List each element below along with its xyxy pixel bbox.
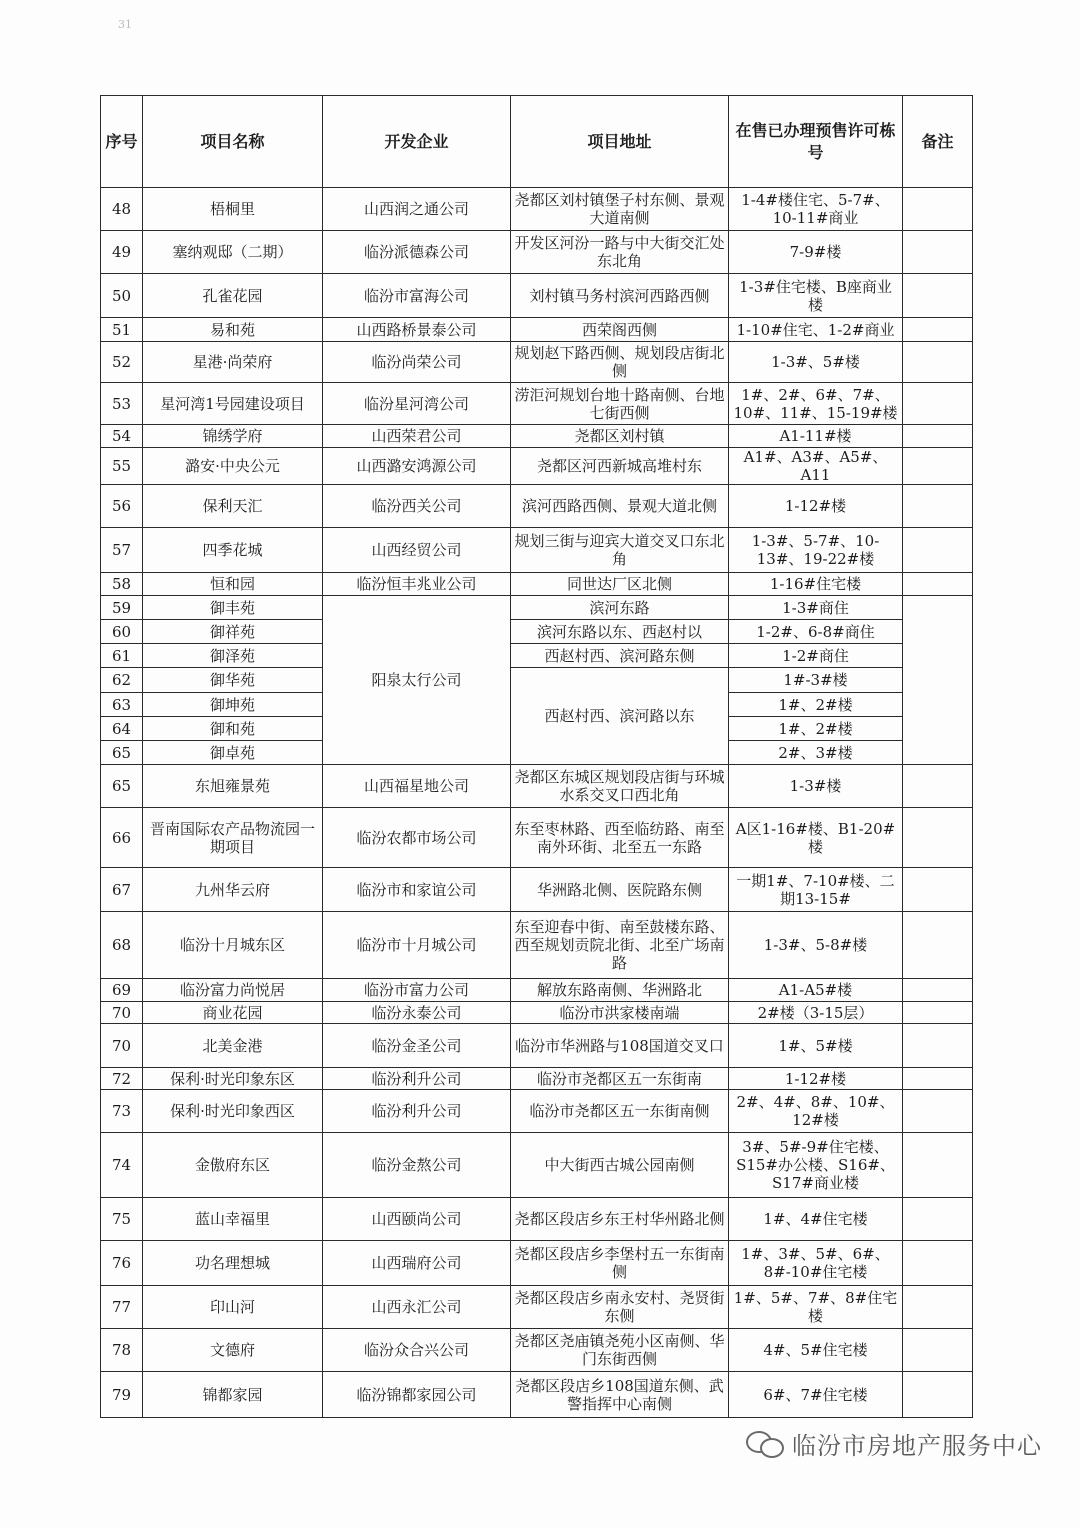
table-row [101, 620, 973, 644]
cell-address: 临汾市华洲路与108国道交叉口 [511, 1024, 729, 1068]
cell-permit: 1-10#住宅、1-2#商业 [729, 318, 903, 342]
cell-developer: 临汾利升公司 [323, 1090, 511, 1133]
cell-permit: 1-2#商住 [729, 644, 903, 668]
cell-name: 潞安·中央公元 [143, 448, 323, 485]
table-row [101, 274, 973, 318]
table-row [101, 912, 973, 979]
cell-permit: 4#、5#住宅楼 [729, 1329, 903, 1372]
cell-name: 九州华云府 [143, 868, 323, 912]
header-address: 项目地址 [511, 96, 729, 188]
cell-address: 华洲路北侧、医院路东侧 [511, 868, 729, 912]
cell-seq: 66 [101, 808, 143, 868]
watermark [746, 1428, 1042, 1458]
cell-seq: 49 [101, 231, 143, 274]
cell-permit: 1-12#楼 [729, 1068, 903, 1090]
cell-seq: 60 [101, 620, 143, 644]
cell-developer: 山西路桥景泰公司 [323, 318, 511, 342]
table-row [101, 318, 973, 342]
cell-developer: 山西经贸公司 [323, 528, 511, 573]
cell-name: 易和苑 [143, 318, 323, 342]
table-row [101, 644, 973, 668]
cell-developer: 临汾派德森公司 [323, 231, 511, 274]
cell-seq: 59 [101, 596, 143, 620]
cell-developer: 山西润之通公司 [323, 188, 511, 231]
cell-developer: 临汾众合兴公司 [323, 1329, 511, 1372]
header-seq: 序号 [101, 96, 143, 188]
cell-address: 临汾市尧都区五一东街南 [511, 1068, 729, 1090]
cell-name: 北美金港 [143, 1024, 323, 1068]
table-row [101, 383, 973, 425]
cell-seq: 55 [101, 448, 143, 485]
cell-permit: 1-3#商住 [729, 596, 903, 620]
table-row [101, 1002, 973, 1024]
header-name: 项目名称 [143, 96, 323, 188]
cell-developer: 临汾市十月城公司 [323, 912, 511, 979]
cell-permit: 1-3#、5#楼 [729, 342, 903, 383]
cell-name: 梧桐里 [143, 188, 323, 231]
table-row [101, 1133, 973, 1198]
cell-address: 开发区河汾一路与中大街交汇处东北角 [511, 231, 729, 274]
table-row [101, 1090, 973, 1133]
table-row [101, 342, 973, 383]
cell-developer: 山西颐尚公司 [323, 1198, 511, 1241]
cell-seq: 68 [101, 912, 143, 979]
cell-developer: 临汾利升公司 [323, 1068, 511, 1090]
cell-developer: 山西潞安鸿源公司 [323, 448, 511, 485]
cell-note [903, 1068, 973, 1090]
cell-permit: 1-3#楼 [729, 765, 903, 808]
cell-note [903, 765, 973, 808]
table-row [101, 231, 973, 274]
cell-note [903, 318, 973, 342]
cell-permit: 1#、2#楼 [729, 693, 903, 717]
cell-permit: 1-12#楼 [729, 485, 903, 528]
cell-name: 保利天汇 [143, 485, 323, 528]
table-row [101, 1241, 973, 1286]
cell-permit: 1-16#住宅楼 [729, 573, 903, 596]
cell-address: 西赵村西、滨河路东侧 [511, 644, 729, 668]
cell-address: 西赵村西、滨河路以东 [511, 668, 729, 765]
cell-note [903, 1002, 973, 1024]
cell-permit: A1-A5#楼 [729, 979, 903, 1002]
cell-permit: 1-4#楼住宅、5-7#、10-11#商业 [729, 188, 903, 231]
cell-address: 中大街西古城公园南侧 [511, 1133, 729, 1198]
cell-address: 东至枣林路、西至临纺路、南至南外环街、北至五一东路 [511, 808, 729, 868]
cell-address: 尧都区段店乡南永安村、尧贤街东侧 [511, 1286, 729, 1329]
cell-name: 御丰苑 [143, 596, 323, 620]
cell-address: 西荣阁西侧 [511, 318, 729, 342]
cell-note [903, 485, 973, 528]
cell-developer: 临汾西关公司 [323, 485, 511, 528]
cell-name: 塞纳观邸（二期） [143, 231, 323, 274]
cell-name: 保利·时光印象西区 [143, 1090, 323, 1133]
cell-permit: 2#楼（3-15层） [729, 1002, 903, 1024]
cell-seq: 58 [101, 573, 143, 596]
cell-note [903, 1329, 973, 1372]
cell-seq: 74 [101, 1133, 143, 1198]
cell-developer: 临汾锦都家园公司 [323, 1372, 511, 1418]
cell-name: 御卓苑 [143, 741, 323, 765]
header-note: 备注 [903, 96, 973, 188]
table-row [101, 1068, 973, 1090]
cell-note [903, 912, 973, 979]
cell-permit: 3#、5#-9#住宅楼、S15#办公楼、S16#、S17#商业楼 [729, 1133, 903, 1198]
cell-name: 商业花园 [143, 1002, 323, 1024]
cell-note [903, 1241, 973, 1286]
cell-name: 蓝山幸福里 [143, 1198, 323, 1241]
cell-name: 临汾富力尚悦居 [143, 979, 323, 1002]
cell-address: 尧都区河西新城高堆村东 [511, 448, 729, 485]
cell-name: 星河湾1号园建设项目 [143, 383, 323, 425]
cell-note [903, 274, 973, 318]
table-row [101, 1024, 973, 1068]
cell-address: 临汾市尧都区五一东街南侧 [511, 1090, 729, 1133]
cell-name: 御华苑 [143, 668, 323, 693]
cell-seq: 48 [101, 188, 143, 231]
cell-permit: 2#、3#楼 [729, 741, 903, 765]
cell-seq: 65 [101, 765, 143, 808]
cell-permit: 一期1#、7-10#楼、二期13-15# [729, 868, 903, 912]
cell-permit: 1#、5#楼 [729, 1024, 903, 1068]
table-row [101, 528, 973, 573]
cell-address: 涝洰河规划台地十路南侧、台地七街西侧 [511, 383, 729, 425]
cell-seq: 79 [101, 1372, 143, 1418]
cell-permit: 1#、2#楼 [729, 717, 903, 741]
cell-name: 御祥苑 [143, 620, 323, 644]
cell-note [903, 573, 973, 596]
cell-name: 晋南国际农产品物流园一期项目 [143, 808, 323, 868]
cell-name: 印山河 [143, 1286, 323, 1329]
cell-developer: 临汾恒丰兆业公司 [323, 573, 511, 596]
table-row [101, 868, 973, 912]
cell-seq: 63 [101, 693, 143, 717]
cell-permit: 7-9#楼 [729, 231, 903, 274]
cell-permit: A1#、A3#、A5#、A11 [729, 448, 903, 485]
cell-name: 四季花城 [143, 528, 323, 573]
cell-address: 滨河西路西侧、景观大道北侧 [511, 485, 729, 528]
cell-address: 刘村镇马务村滨河西路西侧 [511, 274, 729, 318]
cell-developer: 山西瑞府公司 [323, 1241, 511, 1286]
cell-developer: 临汾尚荣公司 [323, 342, 511, 383]
table-row [101, 425, 973, 448]
cell-seq: 61 [101, 644, 143, 668]
cell-name: 御和苑 [143, 717, 323, 741]
cell-seq: 67 [101, 868, 143, 912]
cell-note [903, 188, 973, 231]
cell-note [903, 1286, 973, 1329]
cell-permit: 1#、4#住宅楼 [729, 1198, 903, 1241]
cell-developer: 临汾永泰公司 [323, 1002, 511, 1024]
cell-seq: 72 [101, 1068, 143, 1090]
cell-developer: 山西永汇公司 [323, 1286, 511, 1329]
table-row [101, 188, 973, 231]
cell-permit: A区1-16#楼、B1-20#楼 [729, 808, 903, 868]
cell-permit: 1#-3#楼 [729, 668, 903, 693]
table-row [101, 596, 973, 620]
table-row [101, 1286, 973, 1329]
cell-seq: 54 [101, 425, 143, 448]
table-row [101, 1198, 973, 1241]
cell-permit: 6#、7#住宅楼 [729, 1372, 903, 1418]
cell-permit: 1#、5#、7#、8#住宅楼 [729, 1286, 903, 1329]
cell-note [903, 979, 973, 1002]
cell-seq: 52 [101, 342, 143, 383]
cell-name: 保利·时光印象东区 [143, 1068, 323, 1090]
cell-note [903, 868, 973, 912]
cell-address: 尧都区刘村镇 [511, 425, 729, 448]
cell-developer: 临汾农都市场公司 [323, 808, 511, 868]
cell-permit: 2#、4#、8#、10#、12#楼 [729, 1090, 903, 1133]
cell-name: 星港·尚荣府 [143, 342, 323, 383]
cell-note [903, 1024, 973, 1068]
cell-note [903, 1133, 973, 1198]
cell-permit: 1-3#住宅楼、B座商业楼 [729, 274, 903, 318]
cell-address: 尧都区段店乡108国道东侧、武警指挥中心南侧 [511, 1372, 729, 1418]
cell-seq: 56 [101, 485, 143, 528]
table-row [101, 1329, 973, 1372]
cell-note [903, 1090, 973, 1133]
header-developer: 开发企业 [323, 96, 511, 188]
cell-seq: 69 [101, 979, 143, 1002]
page-mark: 31 [118, 18, 132, 31]
cell-seq: 50 [101, 274, 143, 318]
cell-seq: 76 [101, 1241, 143, 1286]
cell-name: 临汾十月城东区 [143, 912, 323, 979]
cell-seq: 65 [101, 741, 143, 765]
cell-address: 尧都区段店乡李堡村五一东街南侧 [511, 1241, 729, 1286]
cell-name: 金傲府东区 [143, 1133, 323, 1198]
cell-seq: 70 [101, 1002, 143, 1024]
cell-address: 尧都区刘村镇堡子村东侧、景观大道南侧 [511, 188, 729, 231]
cell-seq: 51 [101, 318, 143, 342]
cell-address: 东至迎春中街、南至鼓楼东路、西至规划贡院北街、北至广场南路 [511, 912, 729, 979]
cell-name: 御泽苑 [143, 644, 323, 668]
cell-seq: 77 [101, 1286, 143, 1329]
cell-permit: 1#、3#、5#、6#、8#-10#住宅楼 [729, 1241, 903, 1286]
cell-developer: 山西福星地公司 [323, 765, 511, 808]
cell-permit: 1-3#、5-7#、10-13#、19-22#楼 [729, 528, 903, 573]
cell-name: 御坤苑 [143, 693, 323, 717]
cell-note [903, 1372, 973, 1418]
watermark-text: 临汾市房地产服务中心 [792, 1431, 1042, 1460]
cell-seq: 57 [101, 528, 143, 573]
cell-note [903, 425, 973, 448]
cell-note [903, 448, 973, 485]
cell-developer: 临汾市富力公司 [323, 979, 511, 1002]
header-permit: 在售已办理预售许可栋号 [729, 96, 903, 188]
cell-address: 滨河东路以东、西赵村以 [511, 620, 729, 644]
cell-name: 功名理想城 [143, 1241, 323, 1286]
project-table [100, 95, 973, 1418]
cell-name: 孔雀花园 [143, 274, 323, 318]
cell-developer: 临汾星河湾公司 [323, 383, 511, 425]
cell-developer: 临汾市和家谊公司 [323, 868, 511, 912]
cell-address: 临汾市洪家楼南端 [511, 1002, 729, 1024]
cell-seq: 70 [101, 1024, 143, 1068]
cell-name: 锦绣学府 [143, 425, 323, 448]
cell-developer: 阳泉太行公司 [323, 596, 511, 765]
table-row [101, 668, 973, 693]
cell-address: 规划三街与迎宾大道交叉口东北角 [511, 528, 729, 573]
cell-name: 恒和园 [143, 573, 323, 596]
cell-note [903, 528, 973, 573]
cell-developer: 临汾金熬公司 [323, 1133, 511, 1198]
cell-address: 尧都区段店乡东王村华州路北侧 [511, 1198, 729, 1241]
cell-note [903, 1198, 973, 1241]
cell-permit: 1-3#、5-8#楼 [729, 912, 903, 979]
table-row [101, 808, 973, 868]
cell-name: 锦都家园 [143, 1372, 323, 1418]
table-row [101, 485, 973, 528]
cell-address: 尧都区东城区规划段店街与环城水系交叉口西北角 [511, 765, 729, 808]
cell-address: 解放东路南侧、华洲路北 [511, 979, 729, 1002]
table-row [101, 573, 973, 596]
cell-developer: 临汾市富海公司 [323, 274, 511, 318]
cell-developer: 山西荣君公司 [323, 425, 511, 448]
table-row [101, 448, 973, 485]
cell-name: 文德府 [143, 1329, 323, 1372]
wechat-icon [746, 1429, 786, 1457]
cell-permit: 1#、2#、6#、7#、10#、11#、15-19#楼 [729, 383, 903, 425]
table-row [101, 1372, 973, 1418]
cell-name: 东旭雍景苑 [143, 765, 323, 808]
cell-seq: 62 [101, 668, 143, 693]
cell-seq: 73 [101, 1090, 143, 1133]
cell-permit: 1-2#、6-8#商住 [729, 620, 903, 644]
cell-note [903, 383, 973, 425]
cell-seq: 64 [101, 717, 143, 741]
cell-note [903, 342, 973, 383]
cell-note [903, 808, 973, 868]
cell-note [903, 231, 973, 274]
cell-permit: A1-11#楼 [729, 425, 903, 448]
cell-seq: 78 [101, 1329, 143, 1372]
cell-address: 同世达厂区北侧 [511, 573, 729, 596]
cell-address: 滨河东路 [511, 596, 729, 620]
cell-note [903, 596, 973, 765]
cell-seq: 53 [101, 383, 143, 425]
cell-address: 尧都区尧庙镇尧苑小区南侧、华门东街西侧 [511, 1329, 729, 1372]
cell-seq: 75 [101, 1198, 143, 1241]
cell-address: 规划赵下路西侧、规划段店街北侧 [511, 342, 729, 383]
cell-developer: 临汾金圣公司 [323, 1024, 511, 1068]
table-row [101, 979, 973, 1002]
table-row [101, 765, 973, 808]
